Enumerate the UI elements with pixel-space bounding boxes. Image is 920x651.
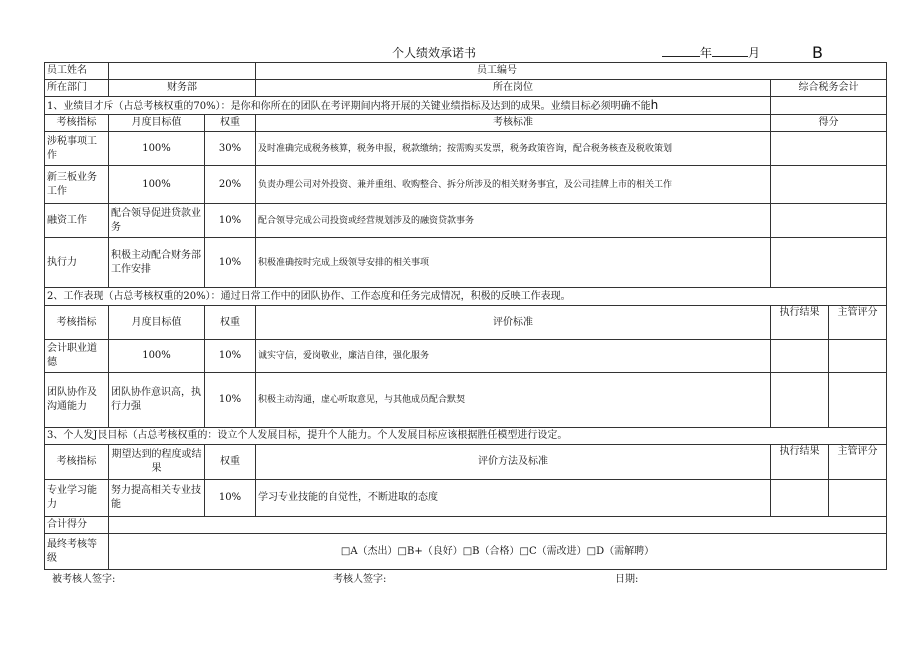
- section1-heading-text: 斥（占总考核权重的70%）：是你和你所在的团队在考评期间内将开展的关键业绩指标及达到的成果。业绩目标必须明确不能: [103, 100, 651, 112]
- s1-indicator: 执行力: [45, 238, 109, 288]
- s1-standard: 积极准确按时完成上级领导安排的相关事项: [256, 238, 771, 288]
- section3-heading-end: ：设立个人发展目标，提升个人能力。个人发展目标应该根据胜任模型进行设定。: [207, 430, 568, 441]
- info-row-2: [45, 80, 887, 97]
- s1-score-cell[interactable]: [771, 204, 887, 238]
- s3-standard: 学习专业技能的自觉性，不断进取的态度: [256, 480, 771, 517]
- s3-col-weight: 权重: [205, 445, 256, 480]
- table-row: [45, 132, 887, 166]
- s2-result-cell[interactable]: [771, 340, 829, 373]
- s3-review-cell[interactable]: [829, 480, 887, 517]
- section1-heading: [45, 97, 771, 115]
- s1-col-indicator: 考核指标: [45, 115, 109, 132]
- s2-standard: 积极主动沟通，虚心听取意见，与其他成员配合默契: [256, 373, 771, 428]
- s1-indicator: 新三板业务工作: [45, 166, 109, 204]
- s2-col-result: 执行结果: [771, 306, 829, 340]
- table-row: [45, 340, 887, 373]
- year-blank[interactable]: [662, 45, 700, 57]
- signature-date: 日期:: [615, 574, 639, 585]
- name-value[interactable]: [109, 63, 256, 80]
- s3-col-result: 执行结果: [771, 445, 829, 480]
- s3-col-standard: 评价方法及标准: [256, 445, 771, 480]
- s3-col-target: 期望达到的程度或结果: [109, 445, 205, 480]
- s2-col-standard: 评价标准: [256, 306, 771, 340]
- s1-col-target: 月度目标值: [109, 115, 205, 132]
- assessee-signature: 被考核人签字:: [52, 574, 116, 585]
- s1-weight: 10%: [205, 238, 256, 288]
- dept-value: 财务部: [109, 80, 256, 97]
- section3-heading: [45, 428, 887, 445]
- s1-score-cell[interactable]: [771, 166, 887, 204]
- id-label: 员工编号: [256, 63, 887, 80]
- total-value[interactable]: [109, 517, 887, 534]
- s2-col-target: 月度目标值: [109, 306, 205, 340]
- date-line: [662, 44, 760, 61]
- section1-header-row: [45, 115, 887, 132]
- final-grade-options[interactable]: □A（杰出）□B+（良好）□B（合格）□C（需改进）□D（需解聘）: [109, 534, 887, 570]
- table-row: [45, 373, 887, 428]
- s2-indicator: 会计职业道德: [45, 340, 109, 373]
- s3-weight: 10%: [205, 480, 256, 517]
- s3-result-cell[interactable]: [771, 480, 829, 517]
- s1-col-score: 得分: [771, 115, 887, 132]
- info-row-1: [45, 63, 887, 80]
- table-row: [45, 204, 887, 238]
- section3-heading-row: [45, 428, 887, 445]
- s1-standard: 负责办理公司对外投资、兼并重组、收购整合、拆分所涉及的相关财务事宜，及公司挂牌上市的相关工作: [256, 166, 771, 204]
- s1-indicator: 融资工作: [45, 204, 109, 238]
- table-row: [45, 166, 887, 204]
- year-label: 年: [700, 46, 713, 60]
- s2-col-indicator: 考核指标: [45, 306, 109, 340]
- section1-heading-row: [45, 97, 887, 115]
- assessor-signature: 考核人签字:: [333, 574, 387, 585]
- s1-weight: 20%: [205, 166, 256, 204]
- s2-review-cell[interactable]: [829, 340, 887, 373]
- s3-indicator: 专业学习能力: [45, 480, 109, 517]
- s2-col-weight: 权重: [205, 306, 256, 340]
- s1-target: 100%: [109, 132, 205, 166]
- grade-mark: B: [812, 43, 823, 62]
- final-grade-label: 最终考核等级: [45, 534, 109, 570]
- table-row: [45, 480, 887, 517]
- s1-indicator: 涉税事项工作: [45, 132, 109, 166]
- s2-result-cell[interactable]: [771, 373, 829, 428]
- section3-heading-start: 3、个人发J: [47, 430, 98, 441]
- table-row: [45, 238, 887, 288]
- s3-col-review: 主管评分: [829, 445, 887, 480]
- post-value: 综合税务会计: [771, 80, 887, 97]
- s3-col-indicator: 考核指标: [45, 445, 109, 480]
- section1-heading-end: h: [650, 97, 659, 112]
- section2-header-row: [45, 306, 887, 340]
- s1-target: 100%: [109, 166, 205, 204]
- s2-standard: 诚实守信，爱岗敬业，廉洁自律，强化服务: [256, 340, 771, 373]
- s1-target: 积极主动配合财务部工作安排: [109, 238, 205, 288]
- section1-heading-blank: [771, 97, 887, 115]
- s1-weight: 30%: [205, 132, 256, 166]
- final-grade-row: [45, 534, 887, 570]
- s2-review-cell[interactable]: [829, 373, 887, 428]
- s1-standard: 及时准确完成税务核算，税务申报，税款缴纳；按需购买发票，税务政策咨询，配合税务核查及税收策划: [256, 132, 771, 166]
- s1-score-cell[interactable]: [771, 238, 887, 288]
- post-label: 所在岗位: [256, 80, 771, 97]
- s1-score-cell[interactable]: [771, 132, 887, 166]
- s1-col-standard: 考核标准: [256, 115, 771, 132]
- document-title: 个人绩效承诺书: [392, 46, 477, 60]
- performance-table: [44, 62, 887, 570]
- total-row: [45, 517, 887, 534]
- section2-heading: 2、工作表现（占总考核权重的20%）：通过日常工作中的团队协作、工作态度和任务完成情况，积极的反映工作表现。: [45, 288, 887, 306]
- s2-target: 团队协作意识高，执行力强: [109, 373, 205, 428]
- section3-header-row: [45, 445, 887, 480]
- month-blank[interactable]: [712, 45, 748, 57]
- total-label: 合计得分: [45, 517, 109, 534]
- name-label: 员工姓名: [45, 63, 109, 80]
- section2-heading-row: [45, 288, 887, 306]
- month-label: 月: [748, 46, 761, 60]
- s1-target: 配合领导促进贷款业务: [109, 204, 205, 238]
- s2-target: 100%: [109, 340, 205, 373]
- s2-col-review: 主管评分: [829, 306, 887, 340]
- dept-label: 所在部门: [45, 80, 109, 97]
- section3-heading-mid: 艮目标（占总考核权重的: [97, 430, 208, 441]
- section1-heading-start: 1、业绩目才: [47, 100, 104, 112]
- s3-target: 努力提高相关专业技能: [109, 480, 205, 517]
- s2-weight: 10%: [205, 340, 256, 373]
- s2-indicator: 团队协作及沟通能力: [45, 373, 109, 428]
- s1-col-weight: 权重: [205, 115, 256, 132]
- s2-weight: 10%: [205, 373, 256, 428]
- s1-standard: 配合领导完成公司投资或经营规划涉及的融资贷款事务: [256, 204, 771, 238]
- s1-weight: 10%: [205, 204, 256, 238]
